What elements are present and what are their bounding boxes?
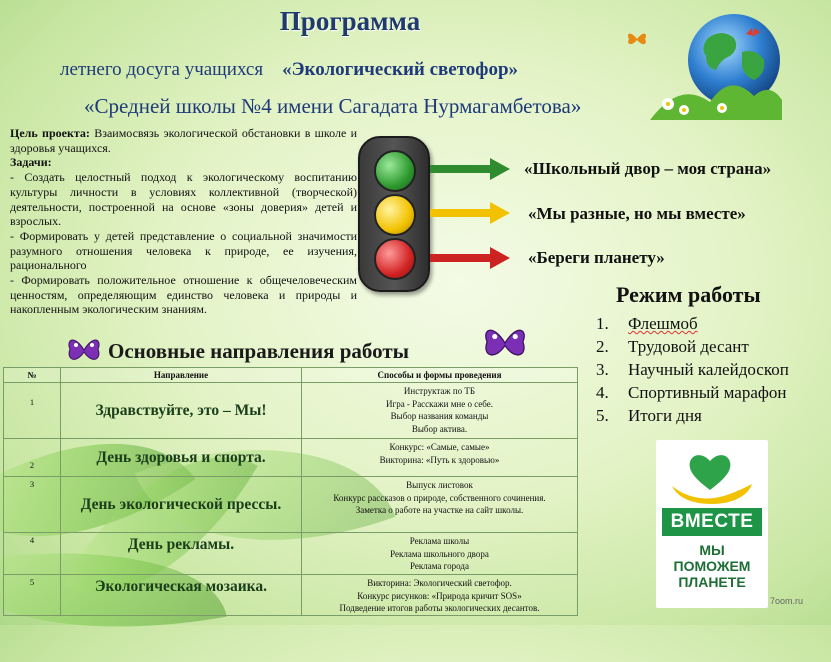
table-row: 1 Здравствуйте, это – Мы! Инструктаж по ТБ Игра - Расскажи мне о себе. Выбор названия команды Выбор актива. [4, 383, 578, 439]
subtitle-prefix: летнего досуга учащихся [60, 59, 264, 80]
mode-list [596, 312, 789, 427]
traffic-light [358, 136, 430, 292]
yellow-arrow-icon [430, 206, 510, 220]
page-title: Программа [279, 6, 421, 36]
mode-item: 1. Флешмоб [596, 314, 698, 333]
task-1: - Создать целостный подход к экологическому воспитанию культуры личности в условиях коллективной (творческой) деятельности, построенной на основе «зоны доверия» детей и взрослых. [10, 170, 357, 229]
task-2: - Формировать у детей представление о социальной значимости разумного отношения человека к природе, ее изучения, рационального [10, 228, 357, 273]
program-name: «Экологический светофор» [282, 59, 519, 80]
direction-school-yard: «Школьный двор – моя страна» [524, 159, 772, 178]
hand-icon [670, 482, 754, 504]
green-lamp [374, 150, 416, 192]
subtitle [60, 59, 518, 81]
table-row: 5 Экологическая мозаика. Викторина: Экологический светофор. Конкурс рисунков: «Природа кричит SOS» Подведение итогов работы экологических десантов. [4, 575, 578, 616]
goal-label: Цель проекта: [10, 126, 90, 140]
mode-item: 2. Трудовой десант [596, 337, 749, 356]
school-name: «Средней школы №4 имени Сагадата Нурмагамбетова» [84, 94, 582, 118]
table-header-row [4, 368, 578, 383]
yellow-lamp [374, 194, 416, 236]
logo-word: ВМЕСТЕ [662, 508, 762, 536]
task-3: - Формировать положительное отношение к общечеловеческим ценностям, определяющим единство человека и природы и накопленным экологическим знаниям. [10, 273, 357, 317]
logo-slogan: МЫ ПОМОЖЕМ ПЛАНЕТЕ [673, 542, 751, 590]
col-direction: Направление [61, 368, 302, 383]
table-row: 3 День экологической прессы. Выпуск листовок Конкурс рассказов о природе, собственного сочинения. Заметка о работе на участке на сайт школы. [4, 477, 578, 533]
directions-table [3, 367, 578, 616]
together-logo [656, 440, 768, 608]
green-arrow-icon [430, 162, 510, 176]
col-forms: Способы и формы проведения [302, 368, 578, 383]
directions-title: Основные направления работы [108, 339, 410, 363]
tasks-label: Задачи: [10, 155, 52, 170]
goal-text: Взаимосвязь экологической обстановки в школе и здоровья учащихся. [10, 126, 357, 155]
mode-item: 5. Итоги дня [596, 406, 702, 425]
red-arrow-icon [430, 251, 510, 265]
butterfly-icon [66, 334, 102, 366]
butterfly-icon [482, 322, 528, 364]
watermark: 7oom.ru [770, 596, 804, 606]
mode-item: 4. Спортивный марафон [596, 383, 787, 402]
direction-we-are-different: «Мы разные, но мы вместе» [528, 204, 746, 223]
table-row: 4 День рекламы. Реклама школы Реклама школьного двора Реклама города [4, 533, 578, 575]
col-num: № [4, 368, 61, 383]
table-row: 2 День здоровья и спорта. Конкурс: «Самые, самые» Викторина: «Путь к здоровью» [4, 439, 578, 477]
goal-section [10, 126, 357, 317]
red-lamp [374, 238, 416, 280]
mode-title: Режим работы [616, 282, 761, 307]
mode-item: 3. Научный калейдоскоп [596, 360, 789, 379]
direction-save-planet: «Береги планету» [528, 248, 665, 267]
